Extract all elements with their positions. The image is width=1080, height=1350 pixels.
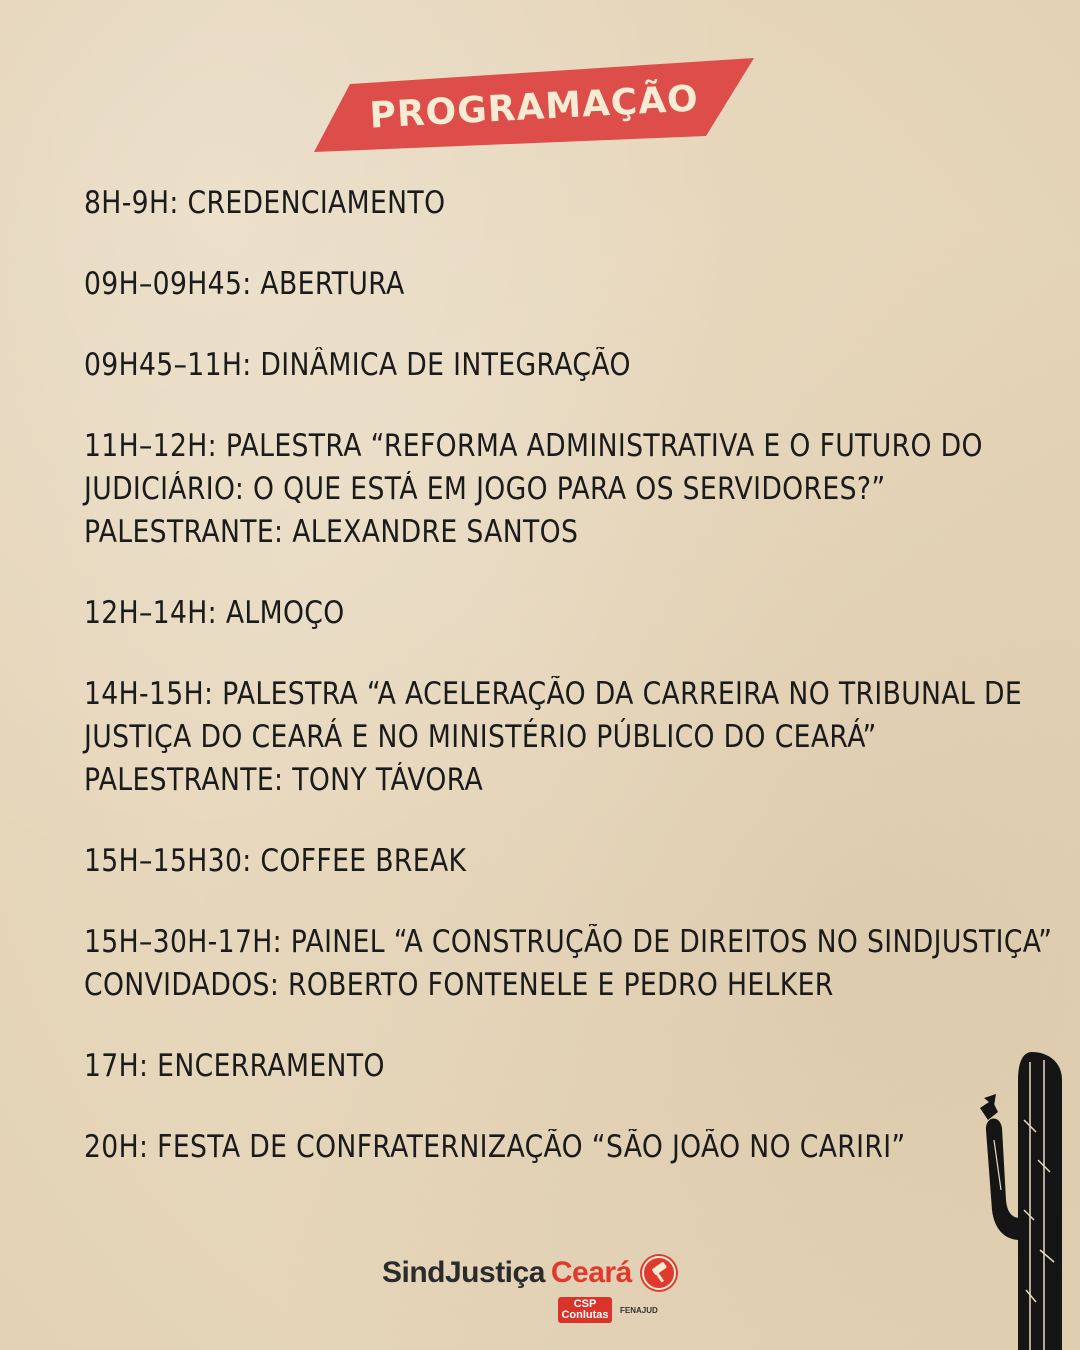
cactus-icon bbox=[974, 1050, 1064, 1350]
schedule-line: CONVIDADOS: ROBERTO FONTENELE E PEDRO HELKER bbox=[84, 967, 834, 1003]
csp-conlutas-logo: CSP Conlutas bbox=[558, 1297, 612, 1323]
schedule-item bbox=[84, 425, 1014, 554]
page-title: PROGRAMAÇÃO bbox=[368, 77, 700, 137]
schedule-item bbox=[84, 1045, 1014, 1088]
gavel-emblem-icon bbox=[640, 1254, 678, 1292]
schedule-line: 12H–14H: ALMOÇO bbox=[84, 595, 345, 631]
schedule-line: 20H: FESTA DE CONFRATERNIZAÇÃO “SÃO JOÃO NO CARIRI” bbox=[84, 1129, 906, 1165]
schedule-line: 15H–30H-17H: PAINEL “A CONSTRUÇÃO DE DIREITOS NO SINDJUSTIÇA” bbox=[84, 924, 1053, 960]
schedule-item bbox=[84, 840, 1014, 883]
schedule-line: PALESTRANTE: TONY TÁVORA bbox=[84, 762, 484, 798]
schedule-item bbox=[84, 592, 1014, 635]
fenajud-logo: FENAJUD bbox=[620, 1305, 658, 1315]
schedule-line: 11H–12H: PALESTRA “REFORMA ADMINISTRATIVA E O FUTURO DO bbox=[84, 428, 983, 464]
schedule-line: JUSTIÇA DO CEARÁ E NO MINISTÉRIO PÚBLICO DO CEARÁ” bbox=[84, 719, 877, 755]
schedule-item bbox=[84, 263, 1014, 306]
logo-accent-text: Ceará bbox=[550, 1256, 632, 1289]
schedule-item bbox=[84, 1126, 1014, 1169]
partner-logos bbox=[558, 1296, 658, 1324]
schedule-line: 14H-15H: PALESTRA “A ACELERAÇÃO DA CARREIRA NO TRIBUNAL DE bbox=[84, 676, 1023, 712]
schedule-list bbox=[84, 182, 1053, 1207]
schedule-line: JUDICIÁRIO: O QUE ESTÁ EM JOGO PARA OS SERVIDORES?” bbox=[84, 471, 886, 507]
schedule-item bbox=[84, 673, 1023, 802]
schedule-item bbox=[84, 921, 1053, 1007]
schedule-line: 15H–15H30: COFFEE BREAK bbox=[84, 843, 467, 879]
schedule-line: 17H: ENCERRAMENTO bbox=[84, 1048, 385, 1084]
schedule-line: 09H45–11H: DINÂMICA DE INTEGRAÇÃO bbox=[84, 347, 631, 383]
schedule-line: 8H-9H: CREDENCIAMENTO bbox=[84, 185, 446, 221]
sindjustica-logo bbox=[382, 1253, 678, 1293]
title-banner bbox=[314, 58, 754, 152]
schedule-line: PALESTRANTE: ALEXANDRE SANTOS bbox=[84, 514, 579, 550]
schedule-item bbox=[84, 344, 1014, 387]
schedule-line: 09H–09H45: ABERTURA bbox=[84, 266, 405, 302]
logo-main-text: SindJustiça bbox=[382, 1256, 545, 1289]
schedule-item bbox=[84, 182, 1014, 225]
